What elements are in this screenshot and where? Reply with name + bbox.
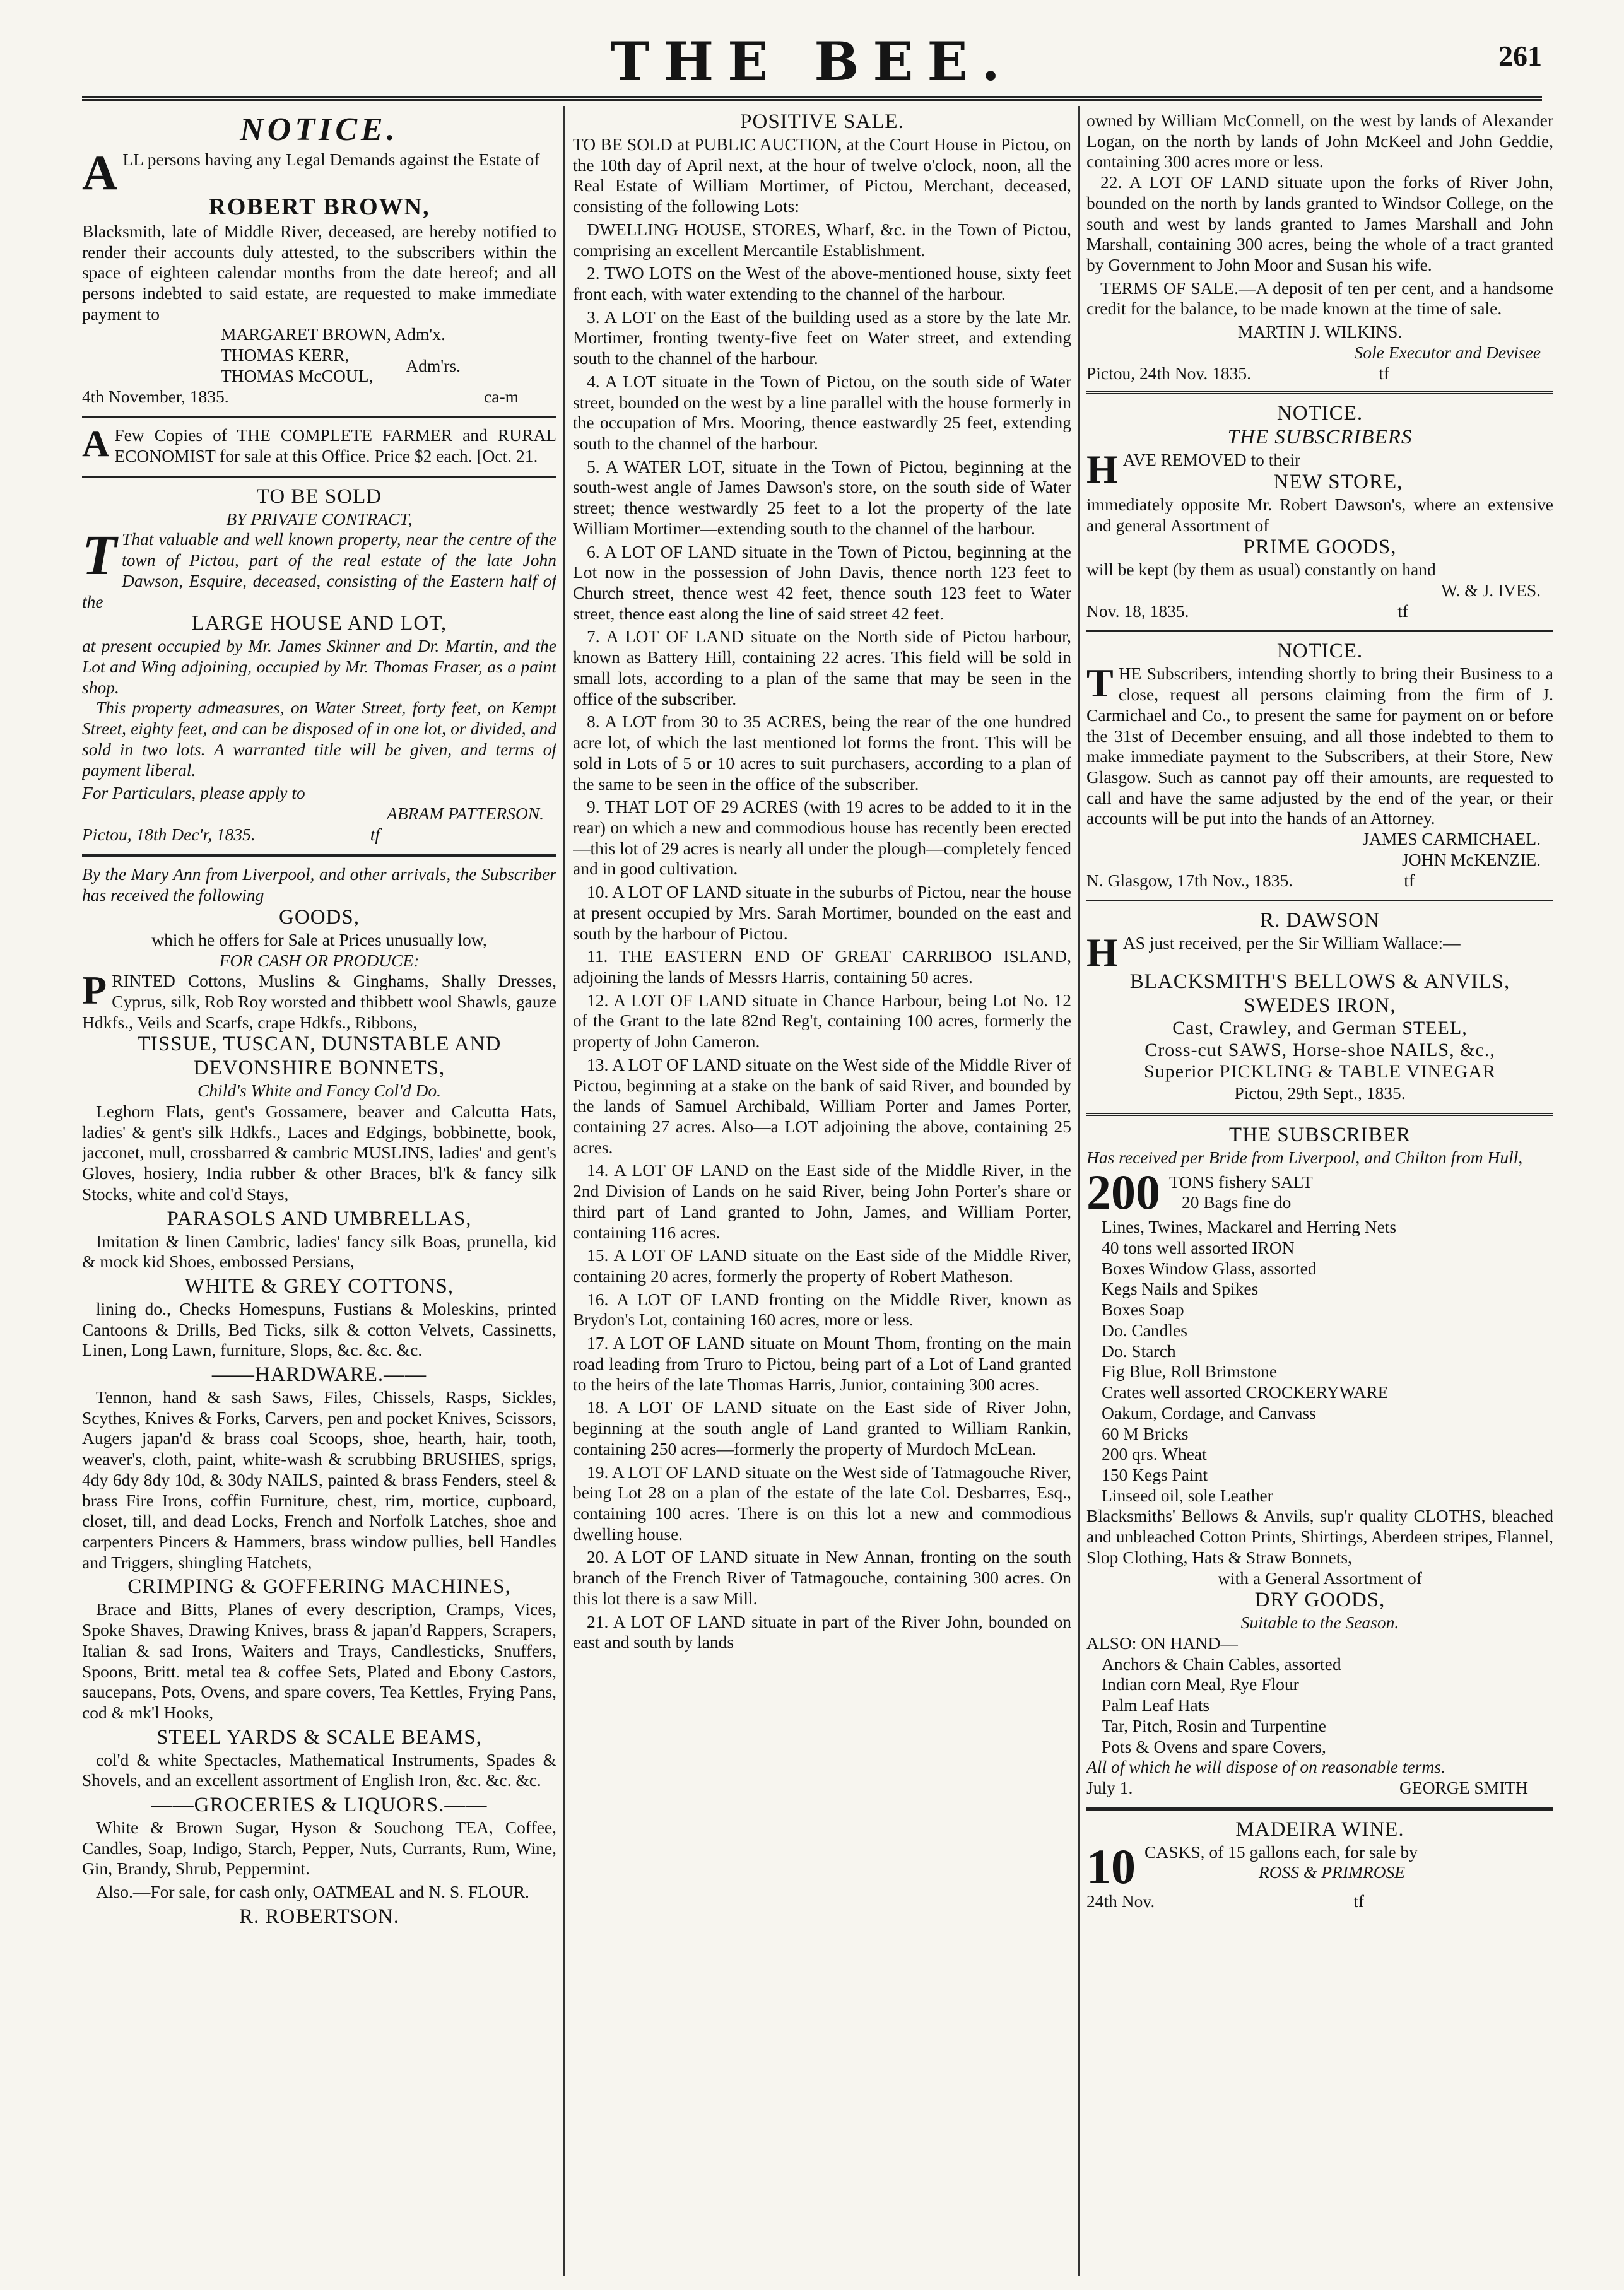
lot-item: 15. A LOT OF LAND situate on the East side of the Middle River, containing 20 acres, formerly the property of Robert Matheson. [573, 1245, 1071, 1286]
list-item: Kegs Nails and Spikes [1102, 1279, 1259, 1299]
ad-heading: STEEL YARDS & SCALE BEAMS, [156, 1725, 482, 1749]
ad-heading: NOTICE. [1276, 402, 1363, 425]
ad-text: That valuable and well known property, near the centre of the town of Pictou, part of the real estate of the late John Dawson, Esquire, deceased, consisting of the Eastern half of the [82, 529, 556, 611]
divider [1086, 900, 1553, 901]
drop-cap: T [1086, 661, 1114, 706]
lot-item: 14. A LOT OF LAND on the East side of the Middle River, in the 2nd Division of Lands on he said River, being John Porter's share or third part of Land granted to John, James, and William Porter, containing 116 acres. [573, 1160, 1071, 1242]
divider [1086, 391, 1553, 394]
ad-heading: WHITE & GREY COTTONS, [184, 1274, 454, 1298]
column-1 [82, 110, 556, 2265]
drop-cap: H [1086, 447, 1118, 492]
signature: THOMAS KERR, [221, 345, 350, 365]
goods-list [1086, 1654, 1553, 1758]
lot-item: 10. A LOT OF LAND situate in the suburbs of Pictou, near the house at present occupied by Mrs. Sarah Mortimer, bounded on the east and south by the harbour of Pictou. [573, 882, 1071, 943]
goods-list [1086, 1217, 1553, 1506]
ad-text: All of which he will dispose of on reasonable terms. [1086, 1757, 1445, 1777]
signature: ROSS & PRIMROSE [1258, 1862, 1406, 1882]
lot-item: 13. A LOT OF LAND situate on the West side of the Middle River of Pictou, beginning at a stake on the bank of said River, and bounded by the lands of Samuel Archibald, William Porter and James Porter, containing 27 acres. Also—a LOT adjoining the above, containing 25 acres. [573, 1054, 1071, 1157]
drop-cap: A [82, 144, 118, 200]
notice-brown [82, 110, 556, 407]
list-item: Boxes Soap [1102, 1300, 1184, 1320]
ives-notice [1086, 402, 1553, 621]
ad-date: Nov. 18, 1835. [1086, 601, 1189, 621]
ad-heading: DRY GOODS, [1254, 1588, 1386, 1612]
list-item: Tar, Pitch, Rosin and Turpentine [1102, 1715, 1326, 1735]
drop-cap: H [1086, 930, 1118, 975]
ad-code: tf [370, 824, 380, 844]
farmer-ad [82, 425, 556, 466]
lot-item: 3. A LOT on the East of the building used as a store by the late Mr. Mortimer, fronting twenty-five feet on Water street, and extending south to the channel of the harbour. [573, 307, 1071, 368]
ad-text: 20 Bags fine do [1182, 1192, 1292, 1213]
signature: MARTIN J. WILKINS. [1237, 322, 1403, 342]
ad-body: Brace and Bitts, Planes of every description, Cramps, Vices, Spoke Shaves, Drawing Knives, brass & japan'd Rappers, Scrapers, Italian & sad Irons, Waiters and Trays, Candlesticks, Snuffers, Spoons, Britt. metal tea & coffee Sets, Plated and Ebony Castors, saucepans, Pots, Ovens, and spare covers, Tea Kettles, Frying Pans, cod & mk'l Hooks, [82, 1599, 556, 1722]
page-number: 261 [1498, 40, 1542, 72]
drop-cap: P [82, 968, 107, 1013]
ad-text: ALSO: ON HAND— [1086, 1633, 1238, 1653]
divider [82, 416, 556, 418]
smith-ad [1086, 1124, 1553, 1799]
list-item: 60 M Bricks [1102, 1423, 1189, 1443]
ad-body: at present occupied by Mr. James Skinner and Dr. Martin, and the Lot and Wing adjoining, occupied by Mr. Thomas Fraser, as a paint shop. [82, 636, 556, 697]
ad-text: By the Mary Ann from Liverpool, and other arrivals, the Subscriber has received the following [82, 864, 556, 905]
ad-code: tf [1397, 601, 1408, 621]
list-item: Fig Blue, Roll Brimstone [1102, 1361, 1278, 1382]
lot-item: 21. A LOT OF LAND situate in part of the River John, bounded on east and south by lands [573, 1611, 1071, 1652]
signature: THOMAS McCOUL, [221, 365, 374, 385]
ad-date: 24th Nov. [1086, 1891, 1155, 1911]
ad-heading: NEW STORE, [1273, 470, 1403, 493]
signature: R. ROBERTSON. [239, 1905, 399, 1928]
column-divider [1078, 106, 1080, 2276]
list-item: Indian corn Meal, Rye Flour [1102, 1674, 1299, 1694]
ad-code: tf [1353, 1891, 1364, 1911]
lot-item: 18. A LOT OF LAND situate on the East side of River John, beginning at the south angle of Land granted to William Rankin, containing 250 acres—formerly the property of Murdoch McLean. [573, 1397, 1071, 1459]
drop-cap: T [82, 524, 117, 587]
ad-body: Blacksmith, late of Middle River, deceased, are hereby notified to render their accounts duly attested, to the subscribers within the space of eighteen calendar months from the date hereof; and all persons indebted to said estate, are requested to make immediate payment to [82, 221, 556, 324]
list-item: Linseed oil, sole Leather [1102, 1485, 1273, 1505]
list-item: Oakum, Cordage, and Canvass [1102, 1402, 1316, 1423]
ad-text: Blacksmiths' Bellows & Anvils, sup'r quality CLOTHS, bleached and unbleached Cotton Prints, Shirtings, Aberdeen stripes, Flannel, Slop Clothing, Hats & Straw Bonnets, [1086, 1506, 1553, 1567]
masthead-title: THE BEE. [610, 30, 1014, 93]
list-item: Anchors & Chain Cables, assorted [1102, 1653, 1341, 1674]
list-item: Lines, Twines, Mackarel and Herring Nets [1102, 1217, 1397, 1237]
ad-text: TO BE SOLD at PUBLIC AUCTION, at the Court House in Pictou, on the 10th day of April next, at the hour of twelve o'clock, noon, all the Real Estate of William Mortimer, of Pictou, Merchant, deceased, consisting of the following Lots: [573, 134, 1071, 216]
ad-subheading: Suitable to the Season. [1240, 1612, 1399, 1633]
list-item: 200 qrs. Wheat [1102, 1444, 1207, 1464]
lot-item: 22. A LOT OF LAND situate upon the forks of River John, bounded on the north by lands granted to Windsor College, on the south and west by lands granted to James Marshall and John Marshall, containing 300 acres, being the whole of a tract granted by Government to John Moor and Susan his wife. [1086, 172, 1553, 275]
ad-heading: SWEDES IRON, [1244, 994, 1396, 1017]
column-divider [563, 106, 565, 2276]
lot-item: 16. A LOT OF LAND fronting on the Middle River, known as Brydon's Lot, containing 160 acres, more or less. [573, 1289, 1071, 1330]
ad-text: owned by William McConnell, on the west by lands of Alexander Logan, on the north by lands of John McKeel and John Geddie, containing 300 acres more or less. [1086, 110, 1553, 172]
list-item: Do. Candles [1102, 1320, 1187, 1340]
ad-subheading: Child's White and Fancy Col'd Do. [197, 1081, 442, 1101]
masthead-rule [82, 96, 1542, 101]
ad-text: Few Copies of THE COMPLETE FARMER and RURAL ECONOMIST for sale at this Office. Price $2 each. [114, 425, 556, 466]
ad-heading: PRIME GOODS, [1243, 536, 1397, 559]
list-item: Do. Starch [1102, 1341, 1176, 1361]
lot-item: 9. THAT LOT OF 29 ACRES (with 19 acres to be added to it in the rear) on which a new and commodious house has recently been erected—this lot of 29 acres is nearly all under the plough—completely fenced and in good cultivation. [573, 797, 1071, 879]
lot-item: 8. A LOT from 30 to 35 ACRES, being the rear of the one hundred acre lot, of which the last mentioned lot forms the front. This will be sold in Lots of 5 or 10 acres to suit purchasers, according to a plan of the same to be seen in the office of the subscriber. [573, 712, 1071, 794]
divider [1086, 1807, 1553, 1811]
signature: JAMES CARMICHAEL. [1362, 829, 1541, 849]
signature: ABRAM PATTERSON. [386, 803, 544, 823]
lot-item: DWELLING HOUSE, STORES, Wharf, &c. in the Town of Pictou, comprising an excellent Mercantile Establishment. [573, 219, 1071, 260]
lot-item: 11. THE EASTERN END OF GREAT CARRIBOO ISLAND, adjoining the lands of Messrs Harris, containing 50 acres. [573, 946, 1071, 987]
lot-item: 17. A LOT OF LAND situate on Mount Thom, fronting on the main road leading from Truro to Pictou, being part of a Lot of Land granted to the heirs of the late Thomas Harris, Junior, containing 300 acres. [573, 1333, 1071, 1394]
ad-heading: CRIMPING & GOFFERING MACHINES, [127, 1575, 511, 1599]
lot-item: 12. A LOT OF LAND situate in Chance Harbour, being Lot No. 12 of the Grant to the late 82nd Reg't, containing 100 acres, formerly the property of John Cameron. [573, 990, 1071, 1052]
ad-subheading: FOR CASH OR PRODUCE: [219, 950, 420, 970]
ad-heading: R. DAWSON [1260, 909, 1380, 932]
divider [1086, 1113, 1553, 1116]
ad-heading: TO BE SOLD [256, 484, 382, 508]
column-3 [1086, 110, 1553, 2265]
ad-heading: PARASOLS AND UMBRELLAS, [167, 1207, 472, 1230]
lot-item: 6. A LOT OF LAND situate in the Town of Pictou, beginning at the Lot now in the possession of John Davis, thence north 123 feet to Church street, thence west 42 feet, thence south 123 feet to Water street, thence east along the line of said street 42 feet. [573, 541, 1071, 623]
ad-heading: ——HARDWARE.—— [211, 1363, 427, 1387]
ad-heading: ——GROCERIES & LIQUORS.—— [151, 1794, 488, 1817]
ad-heading: THE SUBSCRIBERS [1227, 426, 1413, 449]
signature: GEORGE SMITH [1399, 1777, 1528, 1797]
list-item: Palm Leaf Hats [1102, 1695, 1210, 1715]
ad-text: AVE REMOVED to their [1122, 450, 1301, 470]
ad-heading: BLACKSMITH'S BELLOWS & ANVILS, [1129, 970, 1510, 993]
column-2 [573, 110, 1071, 2265]
list-item: Pots & Ovens and spare Covers, [1102, 1736, 1326, 1756]
list-item: 40 tons well assorted IRON [1102, 1238, 1295, 1258]
lot-item: 2. TWO LOTS on the West of the above-mentioned house, sixty feet front each, with water extending to the channel of the harbour. [573, 263, 1071, 303]
ad-date: Pictou, 24th Nov. 1835. [1086, 363, 1251, 383]
signature-role: Adm'rs. [406, 355, 461, 375]
ad-heading: Superior PICKLING & TABLE VINEGAR [1144, 1061, 1496, 1083]
ad-name: ROBERT BROWN, [208, 194, 430, 221]
ad-date: 4th November, 1835. [82, 386, 229, 406]
ad-date: Pictou, 29th Sept., 1835. [1234, 1083, 1406, 1103]
ad-text: For Particulars, please apply to [82, 783, 305, 803]
ad-heading: TISSUE, TUSCAN, DUNSTABLE AND DEVONSHIRE BONNETS, [137, 1033, 502, 1080]
ad-body: White & Brown Sugar, Hyson & Souchong TEA, Coffee, Candles, Soap, Indigo, Starch, Pepper, Nuts, Currants, Rum, Wine, Gin, Brandy, Shrub, Peppermint. [82, 1817, 556, 1879]
ad-code: ca-m [484, 386, 519, 406]
divider [82, 854, 556, 857]
ad-text: HE Subscribers, intending shortly to bring their Business to a close, request all persons claiming from the firm of J. Carmichael and Co., to present the same for payment on or before the 31st of December ensuing, and all those indebted to them to make immediate payment to the Subscribers, at their Store, New Glasgow. Such as cannot pay off their amounts, are requested to call and have the same adjusted by the end of the year, or their accounts will be put into the hands of an Attorney. [1086, 664, 1553, 828]
signature: JOHN McKENZIE. [1402, 849, 1541, 869]
ad-body: Tennon, hand & sash Saws, Files, Chissels, Rasps, Sickles, Scythes, Knives & Forks, Carvers, pen and pocket Knives, Scissors, Augers japan'd & brass coal Scoops, shoe, hearth, hair, tooth, weaver's, cloth, paint, white-wash & scrubbing BRUSHES, sprigs, 4dy 6dy 8dy 10d, & 30dy NAILS, painted & brass Fenders, steel & brass Fire Irons, coffin Furniture, chest, rim, mortice, cupboard, closet, till, and dead Locks, French and Norfolk Latches, shoe and carpenters Pincers & Hammers, brass window pullies, bell Handles and Triggers, shingling Hatchets, [82, 1387, 556, 1572]
lot-item: 19. A LOT OF LAND situate on the West side of Tatmagouche River, being Lot 28 on a plan of the estate of the late Col. Desbarres, Esq., containing 100 acres. There is on this lot a new and commodious dwelling house. [573, 1462, 1071, 1544]
divider [1086, 630, 1553, 632]
lot-item: 20. A LOT OF LAND situate in New Annan, fronting on the south branch of the French River of Tatmagouche, containing 300 acres. On this lot there is a saw Mill. [573, 1547, 1071, 1608]
ad-body: lining do., Checks Homespuns, Fustians & Moleskins, printed Cantoons & Drills, Bed Ticks, silk & cotton Velvets, Cassinetts, Linen, Long Lawn, furniture, Slops, &c. &c. &c. [82, 1298, 556, 1360]
goods-ad [82, 864, 556, 1929]
ad-heading: Cross-cut SAWS, Horse-shoe NAILS, &c., [1144, 1039, 1495, 1060]
ad-date: Pictou, 18th Dec'r, 1835. [82, 824, 256, 844]
list-item: 150 Kegs Paint [1102, 1464, 1208, 1484]
ad-code: tf [1404, 870, 1415, 890]
ad-heading: POSITIVE SALE. [740, 110, 904, 133]
ad-heading: THE SUBSCRIBER [1228, 1123, 1411, 1146]
ad-body: Imitation & linen Cambric, ladies' fancy silk Boas, prunella, kid & mock kid Shoes, embossed Persians, [82, 1231, 556, 1272]
ad-code: tf [1379, 363, 1389, 383]
ad-text: LL persons having any Legal Demands against the Estate of [122, 149, 540, 169]
ad-body: This property admeasures, on Water Street, forty feet, on Kempt Street, eighty feet, and can be disposed of in one lot, or divided, and sold in two lots. A warranted title will be given, and terms of payment liberal. [82, 698, 556, 780]
ad-text: AS just received, per the Sir William Wallace:— [1122, 933, 1461, 953]
private-sale-ad [82, 485, 556, 845]
lot-item: 5. A WATER LOT, situate in the Town of Pictou, beginning at the south-west angle of James Dawson's store, on the south side of Water street; thence westwardly 25 feet to a lot the property of the late William Mortimer—extending south to the channel of the harbour. [573, 456, 1071, 538]
masthead [82, 25, 1542, 95]
ad-text: with a General Assortment of [1218, 1568, 1422, 1588]
ad-heading: MADEIRA WINE. [1235, 1817, 1404, 1841]
signature-role: Sole Executor and Devisee [1354, 342, 1541, 362]
ad-text: TERMS OF SALE.—A deposit of ten per cent, and a handsome credit for the balance, to be made known at the time of sale. [1086, 278, 1553, 319]
lot-item: 7. A LOT OF LAND situate on the North side of Pictou harbour, known as Battery Hill, containing 22 acres. This field will be sold in small lots, according to a plan of the same that may be seen in the office of the subscriber. [573, 626, 1071, 708]
ad-text: CASKS, of 15 gallons each, for sale by [1144, 1841, 1418, 1862]
ad-body: Also.—For sale, for cash only, OATMEAL and N. S. FLOUR. [96, 1882, 529, 1902]
ad-text: which he offers for Sale at Prices unusually low, [151, 929, 487, 949]
ad-text: RINTED Cottons, Muslins & Ginghams, Shally Dresses, Cyprus, silk, Rob Roy worsted and thibbett wool Shawls, gauze Hdkfs., Veils and Scarfs, crape Hdkfs., Ribbons, [82, 971, 556, 1032]
ad-subheading: BY PRIVATE CONTRACT, [226, 508, 413, 529]
lot-item: 4. A LOT situate in the Town of Pictou, on the south side of Water street, bounded on the west by a line parallel with the house formerly in the occupation of Mrs. Mooring, thence eastwardly 25 feet, extending south to the channel of the harbour. [573, 371, 1071, 453]
ad-text: immediately opposite Mr. Robert Dawson's, where an extensive and general Assortment of [1086, 494, 1553, 535]
drop-cap: A [82, 423, 110, 465]
ad-date: July 1. [1086, 1777, 1133, 1797]
ad-text: will be kept (by them as usual) constantly on hand [1086, 560, 1436, 580]
signature: MARGARET BROWN, Adm'x. [221, 324, 445, 344]
signature: W. & J. IVES. [1441, 580, 1541, 600]
ad-heading: NOTICE. [1276, 640, 1363, 663]
ad-body: Leghorn Flats, gent's Gossamere, beaver and Calcutta Hats, ladies' & gent's silk Hdkfs., Laces and Edgings, bobbinette, book, jacconet, mull, crossbarred & cambric MUSLINS, ladies' and gent's Gloves, hosiery, India rubber & other Braces, bl'k & fancy silk Stocks, white and col'd Stays, [82, 1101, 556, 1204]
lot-list [573, 220, 1071, 1653]
quantity-figure: 200 [1086, 1165, 1160, 1220]
dawson-ad [1086, 909, 1553, 1103]
ad-date: N. Glasgow, 17th Nov., 1835. [1086, 870, 1293, 890]
divider [82, 476, 556, 478]
ad-heading: GOODS, [279, 905, 360, 929]
list-item: Crates well assorted CROCKERYWARE [1102, 1382, 1389, 1402]
ad-body: col'd & white Spectacles, Mathematical Instruments, Spades & Shovels, and an excellent assortment of English Iron, &c. &c. &c. [82, 1749, 556, 1790]
ad-text: Has received per Bride from Liverpool, and Chilton from Hull, [1086, 1147, 1523, 1167]
carmichael-notice [1086, 640, 1553, 891]
madeira-ad [1086, 1818, 1553, 1912]
ad-heading: Cast, Crawley, and German STEEL, [1172, 1018, 1468, 1039]
quantity-figure: 10 [1086, 1838, 1136, 1894]
ad-heading: NOTICE. [240, 112, 399, 148]
ad-heading: LARGE HOUSE AND LOT, [191, 612, 447, 635]
ad-date: [Oct. 21. [476, 446, 538, 466]
ad-text: TONS fishery SALT [1169, 1171, 1313, 1192]
list-item: Boxes Window Glass, assorted [1102, 1258, 1317, 1278]
